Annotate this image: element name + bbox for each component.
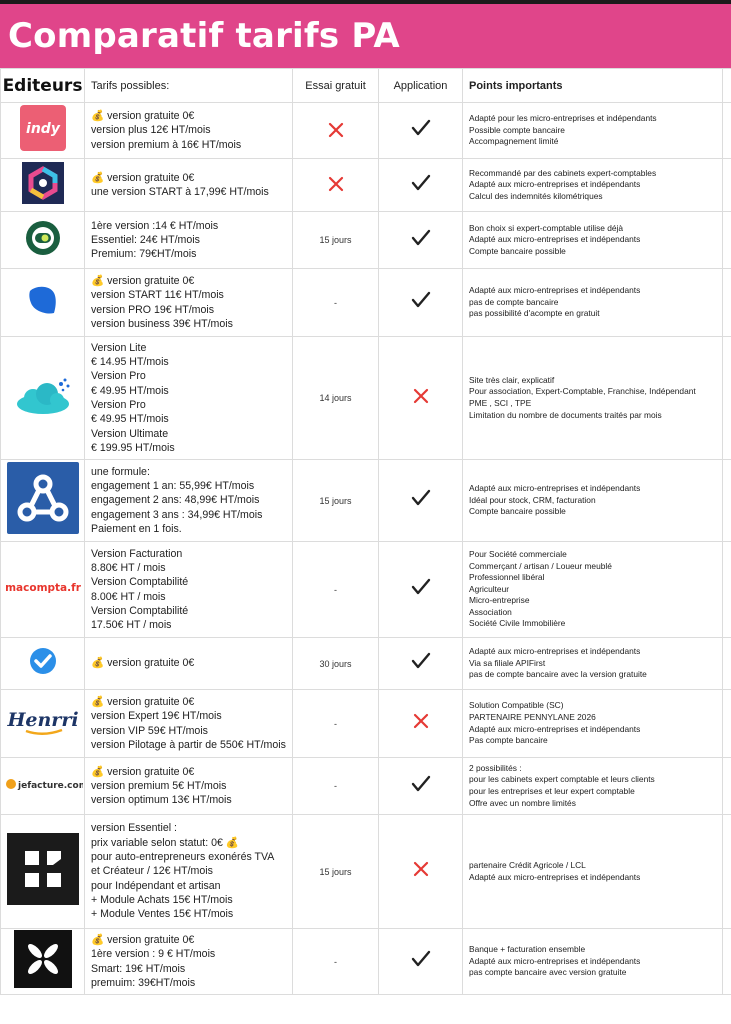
price-line: Version Facturation <box>91 547 183 560</box>
price-line: prix variable selon statut: 0€ 💰 <box>91 836 240 849</box>
price-line: 8.00€ HT / mois <box>91 590 166 603</box>
point-line: pas de compte bancaire avec la version gratuite <box>469 669 647 680</box>
black-blocks-logo <box>7 833 79 910</box>
free-trial-text: - <box>334 781 337 791</box>
price-line: version premium 5€ HT/mois <box>91 779 227 792</box>
extra-cell <box>723 269 731 337</box>
cloud-logo <box>13 374 73 423</box>
price-line: version PRO 19€ HT/mois <box>91 303 215 316</box>
point-line: Adapté aux micro-entreprises et indépendants <box>469 723 641 734</box>
prices-cell <box>85 758 293 815</box>
price-line: Version Pro <box>91 399 146 411</box>
prices-cell <box>85 337 293 460</box>
price-line: engagement 1 an: 55,99€ HT/mois <box>91 480 255 493</box>
price-line: engagement 3 ans : 34,99€ HT/mois <box>91 508 263 521</box>
point-line: Recommandé par des cabinets expert-comptables <box>469 167 657 178</box>
point-line: Professionnel libéral <box>469 572 545 583</box>
points-cell <box>463 103 723 159</box>
price-line: Version Comptabilité <box>91 576 189 589</box>
point-line: pas de compte bancaire <box>469 296 559 307</box>
indy-logo <box>19 104 67 157</box>
application-cell <box>379 460 463 542</box>
application-cell <box>379 638 463 690</box>
points-cell <box>463 815 723 929</box>
point-line: Via sa filiale APIFirst <box>469 657 546 668</box>
header-extra <box>723 69 731 103</box>
point-line: Adapté aux micro-entreprises et indépendants <box>469 871 641 882</box>
price-line: version plus 12€ HT/mois <box>91 124 211 137</box>
price-line: + Module Ventes 15€ HT/mois <box>91 908 234 921</box>
table-row <box>1 159 731 212</box>
prices-cell <box>85 638 293 690</box>
extra-cell <box>723 929 731 995</box>
application-check-icon <box>411 174 431 192</box>
table-row <box>1 690 731 758</box>
editor-logo-cell <box>1 460 85 542</box>
price-line: 8.80€ HT / mois <box>91 561 166 574</box>
application-cell <box>379 212 463 269</box>
price-line: 💰 version gratuite 0€ <box>91 110 195 123</box>
editor-logo-cell <box>1 269 85 337</box>
prices-cell <box>85 269 293 337</box>
price-line: Premium: 79€HT/mois <box>91 248 197 261</box>
free-trial-cell <box>293 460 379 542</box>
point-line: pas possibilité d'acompte en gratuit <box>469 308 600 319</box>
points-cell <box>463 638 723 690</box>
point-line: Idéal pour stock, CRM, facturation <box>469 494 596 505</box>
price-line: Essentiel: 24€ HT/mois <box>91 233 200 246</box>
application-check-icon <box>411 489 431 507</box>
price-line: version Essentiel : <box>91 822 177 835</box>
free-trial-text: - <box>334 956 337 967</box>
price-line: version VIP 59€ HT/mois <box>91 724 208 737</box>
header-points: Points importants <box>463 69 723 103</box>
application-cell <box>379 542 463 638</box>
price-line: version Pilotage à partir de 550€ HT/mois <box>91 738 286 751</box>
editor-logo-cell <box>1 103 85 159</box>
application-cell <box>379 690 463 758</box>
free-trial-text: 14 jours <box>319 393 352 403</box>
point-line: Site très clair, explicatif <box>469 374 555 385</box>
prices-cell <box>85 103 293 159</box>
points-cell <box>463 542 723 638</box>
free-trial-text: - <box>334 584 337 595</box>
points-cell <box>463 690 723 758</box>
price-line: Version Lite <box>91 341 147 354</box>
price-line: pour Indépendant et artisan <box>91 879 221 892</box>
point-line: Commerçant / artisan / Loueur meublé <box>469 560 612 571</box>
price-line: version business 39€ HT/mois <box>91 317 233 330</box>
point-line: Accompagnement limité <box>469 136 559 147</box>
extra-cell <box>723 103 731 159</box>
table-row <box>1 815 731 929</box>
page-title: Comparatif tarifs PA <box>8 16 400 56</box>
price-line: 💰 version gratuite 0€ <box>91 933 195 946</box>
header-application: Application <box>379 69 463 103</box>
price-line: 💰 version gratuite 0€ <box>91 695 195 708</box>
price-line: version Expert 19€ HT/mois <box>91 710 222 723</box>
free-trial-cell <box>293 638 379 690</box>
points-cell <box>463 929 723 995</box>
price-line: version START 11€ HT/mois <box>91 289 224 302</box>
free-trial-cell <box>293 159 379 212</box>
extra-cell <box>723 815 731 929</box>
point-line: Adapté aux micro-entreprises et indépendants <box>469 646 641 657</box>
application-cross-icon <box>413 713 429 729</box>
hexagon-logo <box>22 162 64 209</box>
price-line: € 49.95 HT/mois <box>91 384 169 397</box>
free-trial-text: - <box>334 718 337 729</box>
table-row <box>1 269 731 337</box>
price-line: 1ère version : 9 € HT/mois <box>91 948 216 961</box>
application-check-icon <box>411 119 431 137</box>
editor-logo-cell <box>1 542 85 638</box>
point-line: Agriculteur <box>469 583 510 594</box>
macompta-logo <box>3 577 83 602</box>
price-line: 💰 version gratuite 0€ <box>91 657 195 670</box>
extra-cell <box>723 337 731 460</box>
point-line: Pas compte bancaire <box>469 735 548 746</box>
table-row <box>1 337 731 460</box>
extra-cell <box>723 212 731 269</box>
table-row <box>1 103 731 159</box>
points-cell <box>463 460 723 542</box>
price-line: version optimum 13€ HT/mois <box>91 794 232 807</box>
header-essai: Essai gratuit <box>293 69 379 103</box>
price-line: Version Ultimate <box>91 427 169 440</box>
point-line: Adapté aux micro-entreprises et indépendants <box>469 483 641 494</box>
extra-cell <box>723 690 731 758</box>
editor-logo-cell <box>1 212 85 269</box>
table-row <box>1 758 731 815</box>
extra-cell <box>723 758 731 815</box>
free-trial-cell <box>293 103 379 159</box>
point-line: Solution Compatible (SC) <box>469 700 564 711</box>
point-line: Adapté aux micro-entreprises et indépendants <box>469 179 641 190</box>
point-line: Calcul des indemnités kilométriques <box>469 190 603 201</box>
free-trial-cell <box>293 690 379 758</box>
free-trial-text: 15 jours <box>319 235 352 245</box>
points-cell <box>463 337 723 460</box>
editor-logo-cell <box>1 638 85 690</box>
price-line: pour auto-entrepreneurs exonérés TVA <box>91 851 275 864</box>
table-row <box>1 460 731 542</box>
point-line: Société Civile Immobilière <box>469 618 566 629</box>
point-line: Offre avec un nombre limités <box>469 797 576 808</box>
table-row <box>1 542 731 638</box>
point-line: Pour association, Expert-Comptable, Franchise, Indépendant <box>469 386 696 397</box>
table-row <box>1 638 731 690</box>
price-line: Version Pro <box>91 370 146 383</box>
free-trial-text: 30 jours <box>319 658 352 669</box>
point-line: pour les cabinets expert comptable et leurs clients <box>469 774 655 785</box>
point-line: partenaire Crédit Agricole / LCL <box>469 859 586 870</box>
points-cell <box>463 212 723 269</box>
application-cell <box>379 103 463 159</box>
application-cell <box>379 929 463 995</box>
free-trial-text: - <box>334 297 337 308</box>
point-line: Association <box>469 606 512 617</box>
price-line: version premium à 16€ HT/mois <box>91 138 242 151</box>
point-line: PARTENAIRE PENNYLANE 2026 <box>469 711 596 722</box>
extra-cell <box>723 638 731 690</box>
network-logo <box>7 462 79 539</box>
price-line: + Module Achats 15€ HT/mois <box>91 893 233 906</box>
price-line: € 14.95 HT/mois <box>91 356 169 369</box>
point-line: Pour Société commerciale <box>469 548 567 559</box>
point-line: PME , SCI , TPE <box>469 398 532 408</box>
application-cell <box>379 159 463 212</box>
editor-logo-cell <box>1 758 85 815</box>
application-cell <box>379 269 463 337</box>
indy-logo-text: indy <box>25 121 60 137</box>
editor-logo-cell <box>1 159 85 212</box>
macompta-logo-text: macompta.fr <box>4 582 81 594</box>
price-line: une version START à 17,99€ HT/mois <box>91 186 269 198</box>
prices-cell <box>85 159 293 212</box>
point-line: Limitation du nombre de documents traités par mois <box>469 409 662 420</box>
prices-cell <box>85 542 293 638</box>
henrri-logo <box>6 704 80 743</box>
price-line: € 49.95 HT/mois <box>91 413 169 426</box>
price-line: 💰 version gratuite 0€ <box>91 274 195 287</box>
point-line: Adapté aux micro-entreprises et indépendants <box>469 234 641 245</box>
prices-cell <box>85 212 293 269</box>
points-cell <box>463 269 723 337</box>
point-line: Compte bancaire possible <box>469 245 566 256</box>
blue-leaf-logo <box>26 283 60 322</box>
application-check-icon <box>411 578 431 596</box>
application-check-icon <box>411 291 431 309</box>
point-line: Micro-entreprise <box>469 595 530 606</box>
application-cell <box>379 815 463 929</box>
price-line: Version Comptabilité <box>91 604 189 617</box>
free-trial-text: 15 jours <box>319 495 352 506</box>
price-line: Paiement en 1 fois. <box>91 522 182 535</box>
editor-logo-cell <box>1 690 85 758</box>
point-line: 2 possibilités : <box>469 762 522 773</box>
prices-cell <box>85 815 293 929</box>
jefacture-logo <box>3 774 83 799</box>
black-x-logo <box>14 930 72 993</box>
free-trial-cell <box>293 758 379 815</box>
application-cross-icon <box>413 388 429 404</box>
free-trial-cell <box>293 929 379 995</box>
points-cell <box>463 758 723 815</box>
editor-logo-cell <box>1 815 85 929</box>
jefacture-logo-text: jefacture.com <box>17 780 83 791</box>
free-trial-cross-icon <box>328 122 344 138</box>
application-check-icon <box>411 775 431 793</box>
application-check-icon <box>411 652 431 670</box>
free-trial-cell <box>293 542 379 638</box>
prices-cell <box>85 929 293 995</box>
prices-cell <box>85 690 293 758</box>
price-line: 💰 version gratuite 0€ <box>91 765 195 778</box>
points-cell <box>463 159 723 212</box>
point-line: pas compte bancaire avec version gratuite <box>469 967 627 978</box>
table-row <box>1 212 731 269</box>
free-trial-cross-icon <box>328 176 344 192</box>
extra-cell <box>723 159 731 212</box>
free-trial-cell <box>293 269 379 337</box>
free-trial-cell <box>293 815 379 929</box>
price-line: € 199.95 HT/mois <box>91 441 175 454</box>
point-line: Compte bancaire possible <box>469 506 566 517</box>
header-editeurs: Editeurs <box>1 69 85 103</box>
comparison-table <box>0 68 731 995</box>
price-line: Smart: 19€ HT/mois <box>91 962 186 975</box>
application-check-icon <box>411 950 431 968</box>
check-badge-logo <box>27 645 59 682</box>
point-line: Possible compte bancaire <box>469 124 565 135</box>
header-row <box>1 69 731 103</box>
prices-cell <box>85 460 293 542</box>
price-line: une formule: <box>91 465 150 478</box>
point-line: Adapté aux micro-entreprises et indépendants <box>469 955 641 966</box>
price-line: 17.50€ HT / mois <box>91 619 172 632</box>
point-line: pour les entreprises et leur expert comptable <box>469 786 635 796</box>
green-ring-logo <box>24 219 62 262</box>
point-line: Adapté aux micro-entreprises et indépendants <box>469 285 641 296</box>
table-row <box>1 929 731 995</box>
header-tarifs: Tarifs possibles: <box>85 69 293 103</box>
henrri-logo-text: Henrri <box>6 709 79 731</box>
extra-cell <box>723 542 731 638</box>
price-line: 💰 version gratuite 0€ <box>91 171 195 184</box>
free-trial-cell <box>293 212 379 269</box>
point-line: Adapté pour les micro-entreprises et indépendants <box>469 113 657 124</box>
point-line: Bon choix si expert-comptable utilise déjà <box>469 222 624 233</box>
free-trial-cell <box>293 337 379 460</box>
editor-logo-cell <box>1 929 85 995</box>
price-line: premuim: 39€HT/mois <box>91 976 196 989</box>
application-cross-icon <box>413 861 429 877</box>
editor-logo-cell <box>1 337 85 460</box>
price-line: et Créateur / 12€ HT/mois <box>91 865 213 878</box>
application-cell <box>379 337 463 460</box>
price-line: engagement 2 ans: 48,99€ HT/mois <box>91 494 260 507</box>
application-check-icon <box>411 229 431 247</box>
free-trial-text: 15 jours <box>319 866 352 877</box>
title-banner <box>0 4 731 68</box>
extra-cell <box>723 460 731 542</box>
application-cell <box>379 758 463 815</box>
price-line: 1ère version :14 € HT/mois <box>91 219 219 232</box>
point-line: Banque + facturation ensemble <box>469 944 586 955</box>
